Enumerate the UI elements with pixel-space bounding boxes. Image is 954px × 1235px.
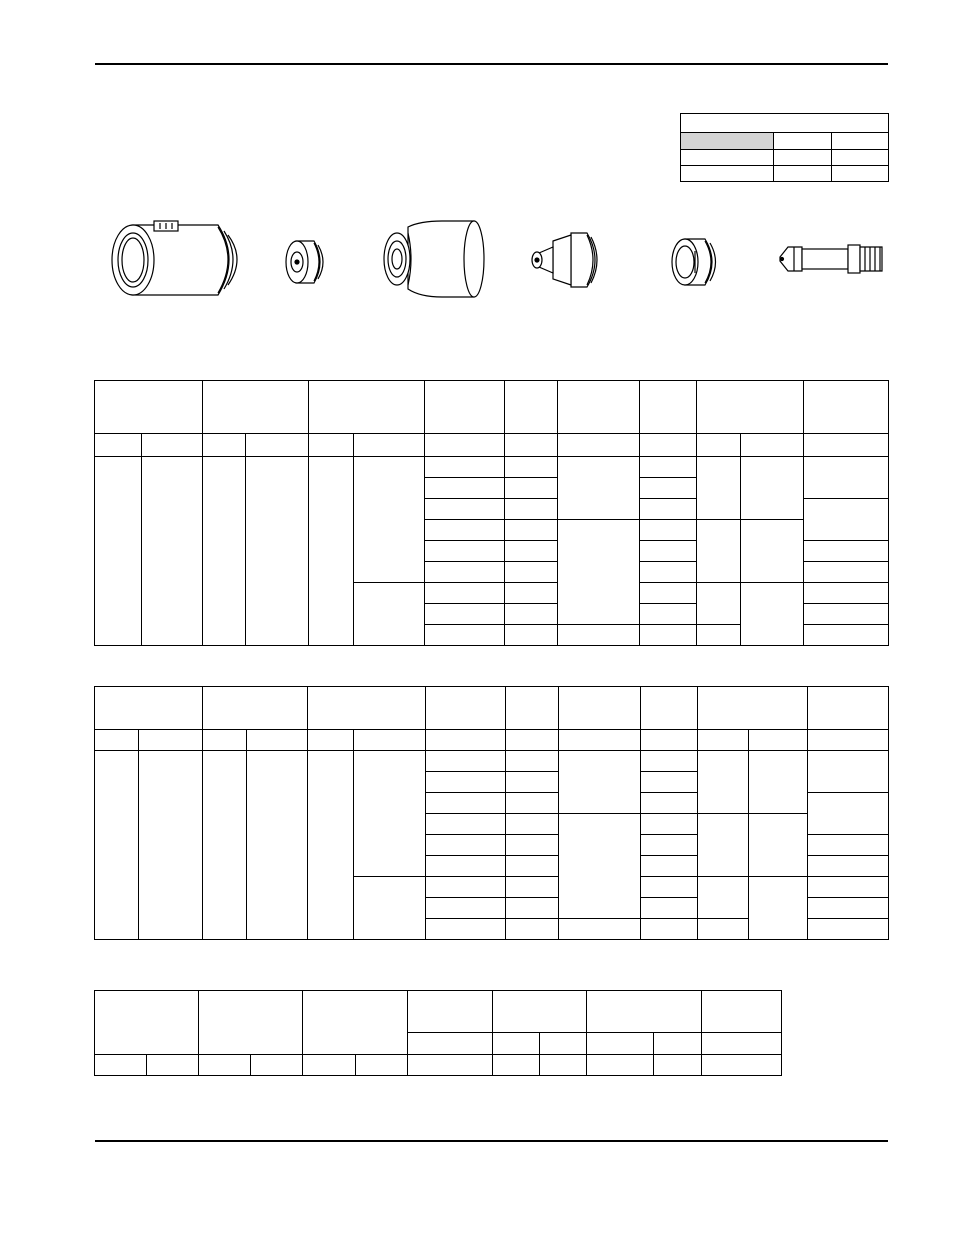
cut-chart-table-2 (94, 686, 889, 940)
data-cell (246, 457, 309, 646)
shield-icon (108, 213, 243, 305)
key-table-shaded-cell (681, 133, 774, 150)
data-cell (804, 562, 889, 583)
data-cell (426, 814, 506, 835)
data-cell (804, 541, 889, 562)
data-cell (308, 751, 354, 940)
subheader-cell (505, 434, 558, 457)
footer-rule (95, 1140, 888, 1142)
key-table-cell (681, 166, 774, 182)
data-cell (199, 1055, 251, 1076)
data-cell (303, 1055, 356, 1076)
data-cell (641, 898, 698, 919)
key-table-cell (681, 150, 774, 166)
data-cell (804, 604, 889, 625)
key-table-cell (774, 150, 832, 166)
key-table-cell (832, 133, 889, 150)
data-cell (425, 499, 505, 520)
data-cell (505, 583, 558, 604)
subheader-cell (808, 730, 889, 751)
data-cell (354, 877, 426, 940)
data-cell (808, 919, 889, 940)
subheader-cell (702, 1033, 782, 1055)
data-cell (426, 793, 506, 814)
data-cell (697, 457, 741, 520)
data-cell (641, 793, 698, 814)
subheader-cell (308, 730, 354, 751)
header-cell (505, 381, 558, 434)
header-cell (95, 687, 203, 730)
data-cell (587, 1055, 654, 1076)
nozzle-icon (525, 225, 615, 295)
key-table (680, 113, 889, 182)
header-cell (309, 381, 425, 434)
header-cell (640, 381, 697, 434)
data-cell (640, 478, 697, 499)
data-cell (640, 604, 697, 625)
data-cell (95, 1055, 147, 1076)
subheader-cell (95, 434, 142, 457)
data-cell (505, 541, 558, 562)
header-cell (95, 991, 199, 1055)
data-cell (808, 856, 889, 877)
subheader-cell (698, 730, 749, 751)
data-cell (506, 793, 559, 814)
data-cell (425, 478, 505, 499)
data-cell (251, 1055, 303, 1076)
header-cell (587, 991, 702, 1033)
data-cell (640, 520, 697, 541)
header-cell (95, 381, 203, 434)
header-cell (808, 687, 889, 730)
data-cell (203, 751, 247, 940)
subheader-cell (426, 730, 506, 751)
data-cell (506, 814, 559, 835)
data-cell (425, 583, 505, 604)
subheader-cell (354, 730, 426, 751)
data-cell (506, 877, 559, 898)
data-cell (95, 457, 142, 646)
data-cell (558, 520, 640, 625)
header-cell (559, 687, 641, 730)
data-cell (505, 625, 558, 646)
data-cell (309, 457, 354, 646)
data-cell (139, 751, 203, 940)
key-table-cell (774, 133, 832, 150)
data-cell (559, 814, 641, 919)
data-cell (356, 1055, 408, 1076)
header-cell (697, 381, 804, 434)
subheader-cell (247, 730, 308, 751)
subheader-cell (697, 434, 741, 457)
header-cell (425, 381, 505, 434)
subheader-cell (408, 1033, 493, 1055)
data-cell (425, 541, 505, 562)
data-cell (640, 625, 697, 646)
data-cell (741, 457, 804, 520)
header-cell (506, 687, 559, 730)
subheader-cell (559, 730, 641, 751)
data-cell (95, 751, 139, 940)
subheader-cell (506, 730, 559, 751)
data-cell (698, 877, 749, 919)
data-cell (804, 625, 889, 646)
data-cell (493, 1055, 540, 1076)
data-cell (425, 604, 505, 625)
shield-cap-icon (280, 235, 330, 290)
header-cell (203, 381, 309, 434)
data-cell (558, 625, 640, 646)
subheader-cell (804, 434, 889, 457)
data-cell (698, 751, 749, 814)
data-cell (641, 835, 698, 856)
data-cell (558, 457, 640, 520)
data-cell (697, 583, 741, 625)
data-cell (426, 919, 506, 940)
data-cell (808, 793, 889, 835)
subheader-cell (587, 1033, 654, 1055)
subheader-cell (203, 730, 247, 751)
data-cell (505, 604, 558, 625)
data-cell (426, 751, 506, 772)
subheader-cell (142, 434, 203, 457)
data-cell (506, 772, 559, 793)
cut-chart-table-1 (94, 380, 889, 646)
data-cell (640, 562, 697, 583)
data-cell (749, 814, 808, 877)
subheader-cell (95, 730, 139, 751)
data-cell (641, 772, 698, 793)
swirl-ring-icon (665, 233, 725, 291)
data-cell (741, 583, 804, 646)
data-cell (426, 772, 506, 793)
subheader-cell (741, 434, 804, 457)
data-cell (247, 751, 308, 940)
header-cell (199, 991, 303, 1055)
header-cell (641, 687, 698, 730)
data-cell (506, 898, 559, 919)
header-cell (308, 687, 426, 730)
data-cell (505, 499, 558, 520)
data-cell (354, 457, 425, 583)
header-cell (698, 687, 808, 730)
header-rule (95, 63, 888, 65)
data-cell (147, 1055, 199, 1076)
subheader-cell (493, 1033, 540, 1055)
subheader-cell (540, 1033, 587, 1055)
data-cell (641, 919, 698, 940)
header-cell (804, 381, 889, 434)
subheader-cell (309, 434, 354, 457)
data-cell (804, 499, 889, 541)
key-table-cell (774, 166, 832, 182)
data-cell (506, 856, 559, 877)
data-cell (741, 520, 804, 583)
summary-table (94, 990, 782, 1076)
subheader-cell (558, 434, 640, 457)
data-cell (505, 478, 558, 499)
header-cell (203, 687, 308, 730)
data-cell (425, 625, 505, 646)
key-table-title-cell (681, 114, 889, 133)
data-cell (426, 898, 506, 919)
data-cell (697, 520, 741, 583)
data-cell (702, 1055, 782, 1076)
header-cell (303, 991, 408, 1055)
data-cell (808, 835, 889, 856)
data-cell (698, 814, 749, 877)
data-cell (425, 520, 505, 541)
data-cell (697, 625, 741, 646)
data-cell (505, 520, 558, 541)
key-table-cell (832, 150, 889, 166)
data-cell (640, 541, 697, 562)
data-cell (654, 1055, 702, 1076)
data-cell (698, 919, 749, 940)
data-cell (640, 457, 697, 478)
data-cell (808, 751, 889, 793)
data-cell (641, 856, 698, 877)
data-cell (425, 457, 505, 478)
electrode-icon (770, 235, 890, 283)
data-cell (426, 877, 506, 898)
data-cell (506, 835, 559, 856)
data-cell (506, 751, 559, 772)
data-cell (426, 856, 506, 877)
header-cell (426, 687, 506, 730)
data-cell (640, 583, 697, 604)
data-cell (641, 877, 698, 898)
data-cell (559, 751, 641, 814)
data-cell (426, 835, 506, 856)
key-table-cell (832, 166, 889, 182)
data-cell (505, 562, 558, 583)
data-cell (749, 877, 808, 940)
data-cell (540, 1055, 587, 1076)
data-cell (354, 751, 426, 877)
header-cell (558, 381, 640, 434)
consumable-parts-row (100, 205, 900, 315)
data-cell (641, 814, 698, 835)
data-cell (142, 457, 203, 646)
subheader-cell (640, 434, 697, 457)
data-cell (808, 898, 889, 919)
subheader-cell (641, 730, 698, 751)
data-cell (506, 919, 559, 940)
data-cell (640, 499, 697, 520)
subheader-cell (425, 434, 505, 457)
data-cell (505, 457, 558, 478)
data-cell (749, 751, 808, 814)
subheader-cell (203, 434, 246, 457)
data-cell (641, 751, 698, 772)
data-cell (808, 877, 889, 898)
header-cell (408, 991, 493, 1033)
subheader-cell (246, 434, 309, 457)
data-cell (559, 919, 641, 940)
subheader-cell (139, 730, 203, 751)
data-cell (804, 583, 889, 604)
subheader-cell (354, 434, 425, 457)
subheader-cell (654, 1033, 702, 1055)
data-cell (425, 562, 505, 583)
subheader-cell (749, 730, 808, 751)
data-cell (408, 1055, 493, 1076)
retaining-cap-icon (380, 217, 490, 303)
header-cell (493, 991, 587, 1033)
data-cell (203, 457, 246, 646)
header-cell (702, 991, 782, 1033)
data-cell (804, 457, 889, 499)
data-cell (354, 583, 425, 646)
